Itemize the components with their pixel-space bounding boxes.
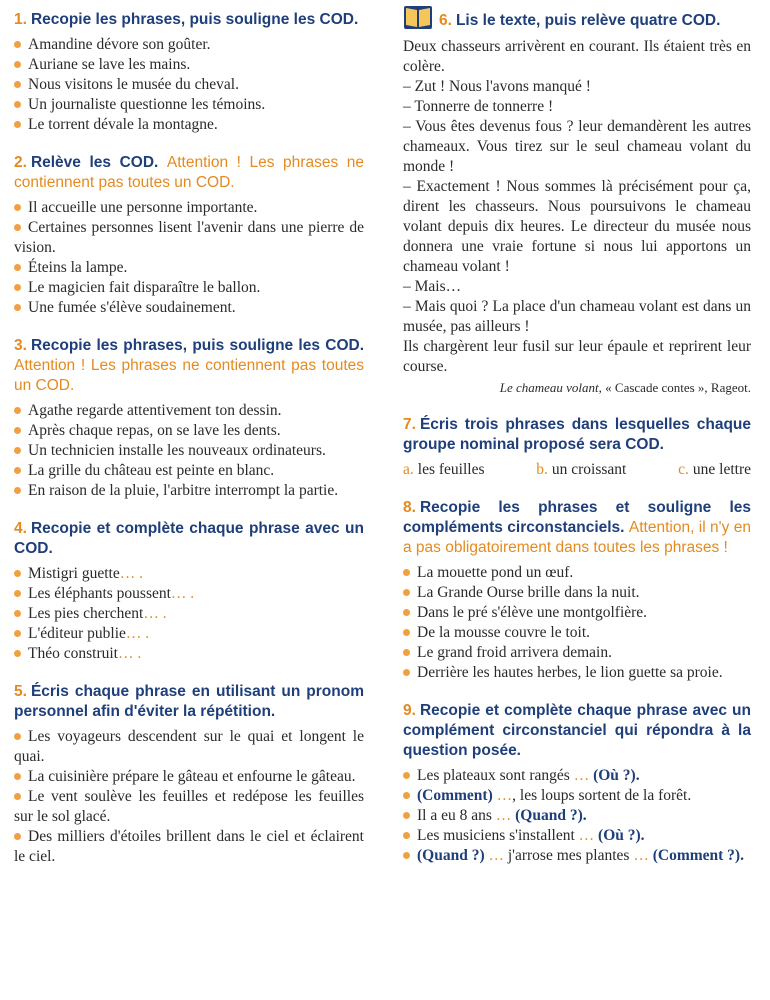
bullet-icon <box>14 41 21 48</box>
reading-text <box>403 37 751 397</box>
exercise-9-title <box>403 701 751 761</box>
exercise-instruction: Recopie et complète chaque phrase avec un complément circonstanciel qui répondra à la question posée. <box>403 702 751 759</box>
bullet-icon <box>14 793 21 800</box>
source-title: Le chameau volant <box>499 380 599 395</box>
exercise-5-title <box>14 682 364 722</box>
bullet-icon <box>14 121 21 128</box>
exercise-instruction: Relève les COD. <box>30 154 159 171</box>
bullet-icon <box>14 264 21 271</box>
list-item <box>403 806 751 826</box>
sentence: De la mousse couvre le toit. <box>417 624 591 641</box>
bullet-icon <box>14 447 21 454</box>
list-item <box>403 663 751 683</box>
question-cue: (Où ?). <box>593 767 640 784</box>
text-paragraph: – Mais quoi ? La place d'un chameau volant est dans un musée, pas ailleurs ! <box>403 298 751 335</box>
exercise-instruction: Recopie et complète chaque phrase avec un COD. <box>14 520 364 557</box>
list-item <box>14 218 364 258</box>
choice-b <box>536 460 626 480</box>
sentence: Il a eu 8 ans <box>417 807 492 824</box>
exercise-8-list <box>403 563 751 683</box>
exercise-2-title <box>14 153 364 193</box>
list-item <box>14 55 364 75</box>
bullet-icon <box>14 833 21 840</box>
sentence: Le torrent dévale la montagne. <box>28 116 218 133</box>
list-item <box>14 75 364 95</box>
exercise-number: 5. <box>14 683 27 700</box>
exercise-4-title <box>14 519 364 559</box>
exercise-8-title <box>403 498 751 558</box>
bullet-icon <box>403 609 410 616</box>
list-item <box>14 115 364 135</box>
bullet-icon <box>14 590 21 597</box>
list-item <box>14 95 364 115</box>
list-item <box>403 766 751 786</box>
exercise-6-title <box>403 10 751 32</box>
bullet-icon <box>14 773 21 780</box>
list-item <box>14 441 364 461</box>
text-paragraph: – Zut ! Nous l'avons manqué ! <box>403 78 591 95</box>
list-item <box>403 826 751 846</box>
question-cue: (Quand ?). <box>515 807 587 824</box>
sentence: Dans le pré s'élève une montgolfière. <box>417 604 648 621</box>
sentence: Une fumée s'élève soudainement. <box>28 299 236 316</box>
exercise-3 <box>14 336 364 501</box>
exercise-1-title <box>14 10 364 30</box>
text-paragraph: Ils chargèrent leur fusil sur leur épaule et reprirent leur course. <box>403 338 751 375</box>
sentence: Un journaliste questionne les témoins. <box>28 96 266 113</box>
text-paragraph: – Mais… <box>403 278 462 295</box>
bullet-icon <box>403 569 410 576</box>
bullet-icon <box>14 284 21 291</box>
question-cue: (Où ?). <box>598 827 645 844</box>
choice-a <box>403 460 484 480</box>
list-item <box>14 584 364 604</box>
exercise-instruction: Recopie les phrases, puis souligne les COD. <box>30 11 359 28</box>
sentence: Mistigri guette <box>28 565 120 582</box>
list-item <box>403 786 751 806</box>
bullet-icon <box>403 852 410 859</box>
sentence: Le magicien fait disparaître le ballon. <box>28 279 261 296</box>
attention-note: Attention ! Les phrases ne contiennent pas toutes un COD. <box>14 357 364 394</box>
text-paragraph: Deux chasseurs arrivèrent en courant. Ils étaient très en colère. <box>403 38 751 75</box>
exercise-7-title <box>403 415 751 455</box>
ellipsis: … <box>633 847 649 864</box>
exercise-1 <box>14 10 364 135</box>
sentence: Les voyageurs descendent sur le quai et longent le quai. <box>14 728 364 765</box>
sentence: Les plateaux sont rangés <box>417 767 570 784</box>
exercise-instruction: Écris chaque phrase en utilisant un pronom personnel afin d'éviter la répétition. <box>14 683 364 720</box>
list-item <box>403 583 751 603</box>
list-item <box>14 401 364 421</box>
bullet-icon <box>403 772 410 779</box>
bullet-icon <box>14 650 21 657</box>
bullet-icon <box>403 832 410 839</box>
list-item <box>14 198 364 218</box>
noun-group-choices <box>403 460 751 480</box>
list-item <box>403 563 751 583</box>
ellipsis: … . <box>143 605 167 622</box>
bullet-icon <box>14 487 21 494</box>
choice-text: une lettre <box>692 461 751 478</box>
bullet-icon <box>14 427 21 434</box>
attention-note: Attention ! Les phrases ne contiennent pas toutes un COD. <box>14 154 364 191</box>
exercise-number: 2. <box>14 154 27 171</box>
list-item <box>14 461 364 481</box>
exercise-number: 1. <box>14 11 27 28</box>
exercise-5 <box>14 682 364 867</box>
bullet-icon <box>14 61 21 68</box>
sentence: , les loups sortent de la forêt. <box>512 787 692 804</box>
sentence: Le vent soulève les feuilles et redépose les feuilles sur le sol glacé. <box>14 788 364 825</box>
bullet-icon <box>14 610 21 617</box>
sentence: La mouette pond un œuf. <box>417 564 574 581</box>
choice-letter: c. <box>678 461 689 478</box>
exercise-9-list <box>403 766 751 866</box>
choice-letter: b. <box>536 461 548 478</box>
list-item <box>14 298 364 318</box>
ellipsis: … . <box>117 645 142 662</box>
list-item <box>403 643 751 663</box>
sentence: j'arrose mes plantes <box>507 847 630 864</box>
bullet-icon <box>14 733 21 740</box>
ellipsis: … <box>573 767 590 784</box>
sentence: Auriane se lave les mains. <box>28 56 191 73</box>
exercise-9 <box>403 701 751 866</box>
list-item <box>14 421 364 441</box>
bullet-icon <box>403 649 410 656</box>
exercise-instruction: Écris trois phrases dans lesquelles chaque groupe nominal proposé sera COD. <box>403 416 751 453</box>
bullet-icon <box>14 467 21 474</box>
sentence: Nous visitons le musée du cheval. <box>28 76 239 93</box>
exercise-number: 3. <box>14 337 27 354</box>
exercise-number: 4. <box>14 520 27 537</box>
exercise-6 <box>403 10 751 397</box>
exercise-2-list <box>14 198 364 318</box>
exercise-number: 9. <box>403 702 416 719</box>
sentence: En raison de la pluie, l'arbitre interrompt la partie. <box>28 482 339 499</box>
choice-c <box>678 460 751 480</box>
list-item <box>14 727 364 767</box>
sentence: La Grande Ourse brille dans la nuit. <box>417 584 640 601</box>
bullet-icon <box>403 589 410 596</box>
question-cue: (Comment ?). <box>652 847 744 864</box>
ellipsis: … . <box>125 625 150 642</box>
sentence: Il accueille une personne importante. <box>28 199 258 216</box>
sentence: Des milliers d'étoiles brillent dans le ciel et éclairent le ciel. <box>14 828 364 865</box>
sentence: Théo construit <box>28 645 118 662</box>
list-item <box>14 35 364 55</box>
sentence: La cuisinière prépare le gâteau et enfourne le gâteau. <box>28 768 356 785</box>
bullet-icon <box>403 792 410 799</box>
sentence: Éteins la lampe. <box>28 259 128 276</box>
ellipsis: … <box>488 847 504 864</box>
sentence: Après chaque repas, on se lave les dents. <box>28 422 281 439</box>
bullet-icon <box>14 304 21 311</box>
exercise-instruction: Lis le texte, puis relève quatre COD. <box>455 12 721 30</box>
sentence: Un technicien installe les nouveaux ordinateurs. <box>28 442 326 459</box>
exercise-4 <box>14 519 364 664</box>
exercise-instruction: Recopie les phrases, puis souligne les COD. <box>30 337 364 354</box>
bullet-icon <box>14 630 21 637</box>
bullet-icon <box>403 629 410 636</box>
question-cue: (Quand ?) <box>417 847 485 864</box>
list-item <box>14 827 364 867</box>
sentence: La grille du château est peinte en blanc. <box>28 462 275 479</box>
ellipsis: … . <box>170 585 195 602</box>
exercise-8 <box>403 498 751 683</box>
text-paragraph: – Exactement ! Nous sommes là précisément pour ça, dirent les chasseurs. Nous poursuivons le chameau volant depuis dix heures. Le directeur du musée nous donnera une vraie fortune si nous lui apportons un chameau volant ! <box>403 178 751 275</box>
exercise-5-list <box>14 727 364 867</box>
right-column <box>403 10 751 884</box>
exercise-number: 8. <box>403 499 416 516</box>
sentence: Certaines personnes lisent l'avenir dans une pierre de vision. <box>14 219 364 256</box>
attention-note: Attention, il n'y en a pas obligatoirement dans toutes les phrases ! <box>403 519 752 556</box>
bullet-icon <box>14 407 21 414</box>
exercise-number: 7. <box>403 416 416 433</box>
bullet-icon <box>14 101 21 108</box>
list-item <box>14 644 364 664</box>
exercise-7 <box>403 415 751 480</box>
list-item <box>14 787 364 827</box>
left-column <box>14 10 364 885</box>
sentence: Le grand froid arrivera demain. <box>417 644 612 661</box>
text-paragraph: – Tonnerre de tonnerre ! <box>403 98 554 115</box>
exercise-4-list <box>14 564 364 664</box>
sentence: Les musiciens s'installent <box>417 827 575 844</box>
bullet-icon <box>14 224 21 231</box>
sentence: Les pies cherchent <box>28 605 144 622</box>
bullet-icon <box>14 81 21 88</box>
exercise-2 <box>14 153 364 318</box>
list-item <box>14 604 364 624</box>
ellipsis: … <box>495 807 512 824</box>
bullet-icon <box>14 204 21 211</box>
ellipsis: … <box>578 827 595 844</box>
list-item <box>14 624 364 644</box>
exercise-number: 6. <box>439 12 452 30</box>
list-item <box>14 767 364 787</box>
choice-letter: a. <box>403 461 414 478</box>
list-item <box>403 603 751 623</box>
sentence: L'éditeur publie <box>28 625 126 642</box>
choice-text: un croissant <box>551 461 627 478</box>
bullet-icon <box>14 570 21 577</box>
list-item <box>14 564 364 584</box>
exercise-3-title <box>14 336 364 396</box>
sentence: Les éléphants poussent <box>28 585 171 602</box>
exercise-3-list <box>14 401 364 501</box>
choice-text: les feuilles <box>417 461 485 478</box>
list-item <box>14 278 364 298</box>
bullet-icon <box>403 812 410 819</box>
exercise-instruction: Recopie les phrases et souligne les compléments circonstanciels. <box>403 499 751 536</box>
list-item <box>14 258 364 278</box>
list-item <box>14 481 364 501</box>
list-item <box>403 623 751 643</box>
exercise-1-list <box>14 35 364 135</box>
bullet-icon <box>403 669 410 676</box>
sentence: Amandine dévore son goûter. <box>28 36 211 53</box>
sentence: Agathe regarde attentivement ton dessin. <box>28 402 282 419</box>
list-item <box>403 846 751 866</box>
ellipsis: … . <box>119 565 143 582</box>
text-source <box>403 379 751 397</box>
ellipsis: … <box>496 787 513 804</box>
book-icon <box>403 2 433 32</box>
source-details: , « Cascade contes », Rageot. <box>598 380 751 395</box>
sentence: Derrière les hautes herbes, le lion guette sa proie. <box>417 664 723 681</box>
text-paragraph: – Vous êtes devenus fous ? leur demandèrent les autres chameaux. Vous tirez sur le seul chameau volant du monde ! <box>403 118 751 175</box>
question-cue: (Comment) <box>417 787 493 804</box>
